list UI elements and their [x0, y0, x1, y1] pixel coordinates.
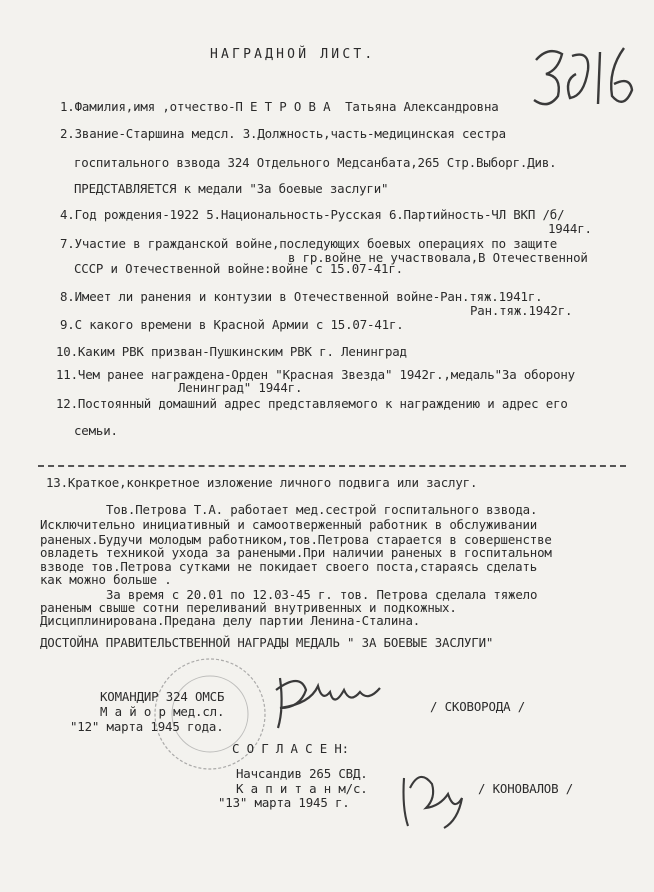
line-1: 1.Фамилия,имя ,отчество-П Е Т Р О В А Татьяна Александровна: [60, 99, 499, 114]
line-8b: Ран.тяж.1942г.: [470, 303, 573, 318]
line-11: 11.Чем ранее награждена-Орден "Красная Звезда" 1942г.,медаль"За оборону: [56, 367, 575, 382]
narrative-5: взводе тов.Петрова сутками не покидает своего поста,стараясь сделать: [40, 559, 538, 574]
narrative-2: Исключительно инициативный и самоотверженный работник в обслуживании: [40, 517, 538, 532]
narrative-4: овладеть техникой ухода за ранеными.При наличии раненых в госпитальном: [40, 545, 552, 560]
line-11b: Ленинград" 1944г.: [178, 380, 303, 395]
line-13: 13.Краткое,конкретное изложение личного подвига или заслуг.: [46, 475, 478, 490]
line-8: 8.Имеет ли ранения и контузии в Отечественной войне-Ран.тяж.1941г.: [60, 289, 543, 304]
line-10: 10.Каким РВК призван-Пушкинским РВК г. Ленинград: [56, 344, 407, 359]
commander-date: "12" марта 1945 года.: [70, 719, 224, 734]
line-4: 4.Год рождения-1922 5.Национальность-Русская 6.Партийность-ЧЛ ВКП /б/: [60, 207, 565, 222]
commander-name: / СКОВОРОДА /: [430, 699, 526, 714]
line-12b: семьи.: [74, 423, 118, 438]
chief-name: / КОНОВАЛОВ /: [478, 781, 574, 796]
line-7c: СССР и Отечественной войне:войне с 15.07-41г.: [74, 261, 403, 276]
commander-signature: [270, 668, 400, 742]
line-9: 9.С какого времени в Красной Армии с 15.07-41г.: [60, 317, 404, 332]
chief-rank: К а п и т а н м/с.: [236, 781, 368, 796]
archive-number-handwritten: [528, 40, 638, 124]
line-2c: ПРЕДСТАВЛЯЕТСЯ к медали "За боевые заслуги": [74, 181, 389, 196]
line-12: 12.Постоянный домашний адрес представляемого к награждению и адрес его: [56, 396, 568, 411]
divider-line: [38, 465, 626, 467]
line-2: 2.Звание-Старшина медсл. 3.Должность,часть-медицинская сестра: [60, 126, 506, 141]
agreed-label: С О Г Л А С Е Н:: [232, 741, 349, 756]
narrative-1: Тов.Петрова Т.А. работает мед.сестрой госпитального взвода.: [106, 502, 538, 517]
narrative-9: Дисциплинирована.Предана делу партии Ленина-Сталина.: [40, 613, 421, 628]
recommendation: ДОСТОЙНА ПРАВИТЕЛЬСТВЕННОЙ НАГРАДЫ МЕДАЛЬ " ЗА БОЕВЫЕ ЗАСЛУГИ": [40, 635, 494, 650]
document-title: НАГРАДНОЙ ЛИСТ.: [210, 47, 376, 62]
line-7b: в гр.войне не участвовала,В Отечественной: [288, 250, 588, 265]
narrative-8: раненым свыше сотни переливаний внутривенных и подкожных.: [40, 600, 457, 615]
narrative-6: как можно больше .: [40, 572, 172, 587]
narrative-3: раненых.Будучи молодым работником,тов.Петрова старается в совершенстве: [40, 532, 552, 547]
commander-rank: М а й о р мед.сл.: [100, 704, 225, 719]
line-2b: госпитального взвода 324 Отдельного Медсанбата,265 Стр.Выборг.Див.: [74, 155, 557, 170]
narrative-7: За время с 20.01 по 12.03-45 г. тов. Петрова сделала тяжело: [106, 587, 538, 602]
commander-title: КОМАНДИР 324 ОМСБ: [100, 689, 225, 704]
line-7: 7.Участие в гражданской войне,последующих боевых операциях по защите: [60, 236, 558, 251]
chief-signature: [396, 758, 476, 842]
chief-date: "13" марта 1945 г.: [218, 795, 350, 810]
line-4b: 1944г.: [548, 221, 592, 236]
chief-title: Начсандив 265 СВД.: [236, 766, 368, 781]
